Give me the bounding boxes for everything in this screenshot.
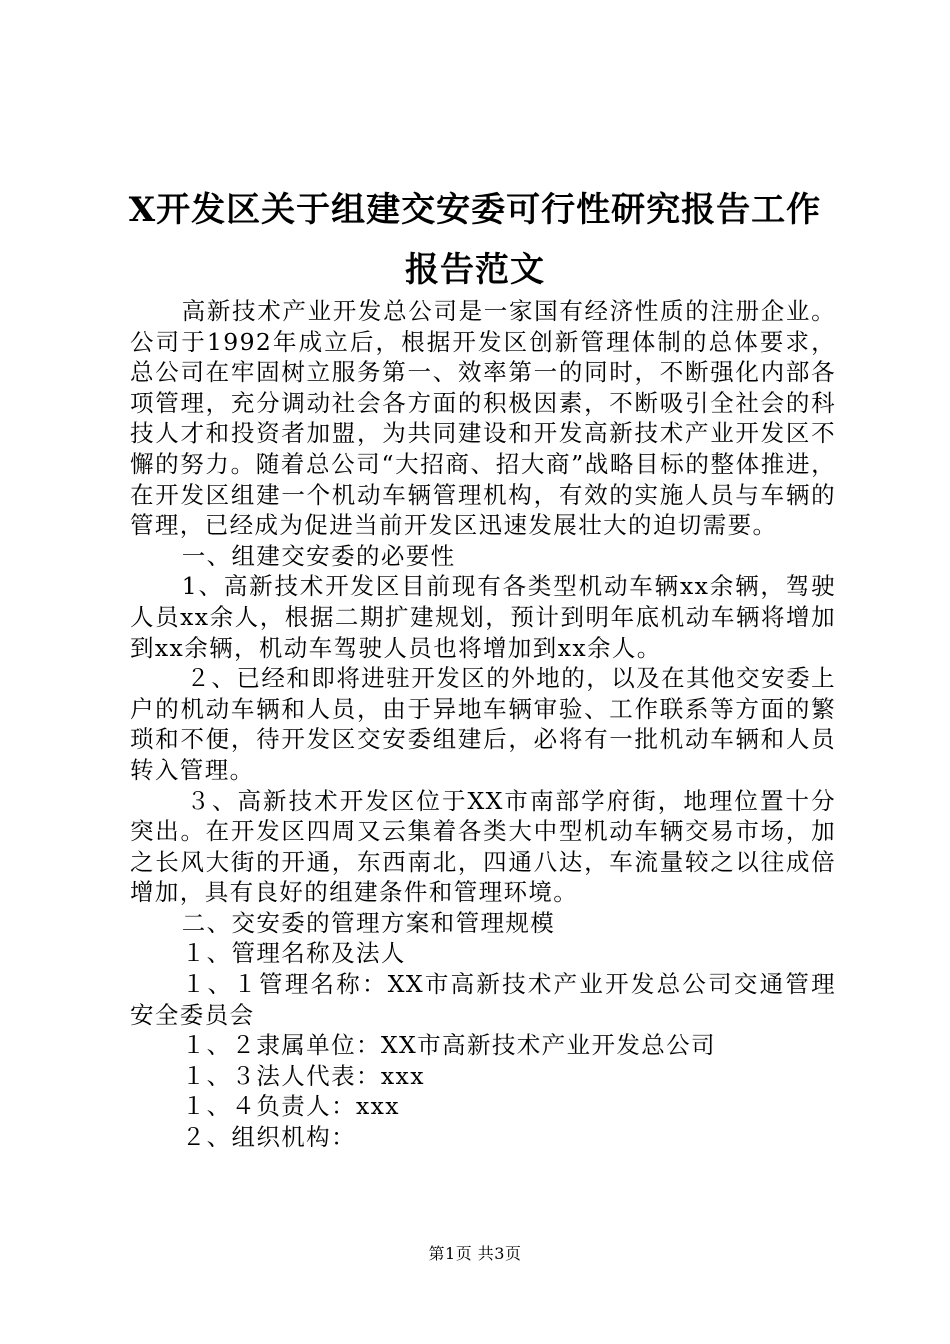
paragraph-point-3: ３、高新技术开发区位于XX市南部学府街，地理位置十分突出。在开发区四周又云集着各类大中型机动车辆交易市场，加之长风大街的开通，东西南北，四通八达，车流量较之以往成倍增加，具有良好的组建条件和管理环境。 (130, 786, 836, 907)
section-heading-necessity: 一、组建交安委的必要性 (181, 541, 456, 570)
document-body (130, 296, 836, 1153)
item-management-name: １、１管理名称：XX市高新技术产业开发总公司交通管理安全委员会 (130, 970, 836, 1029)
item-affiliated-unit: １、２隶属单位：XX市高新技术产业开发总公司 (181, 1031, 716, 1060)
paragraph-point-2: ２、已经和即将进驻开发区的外地的，以及在其他交安委上户的机动车辆和人员，由于异地车辆审验、工作联系等方面的繁琐和不便，待开发区交安委组建后，必将有一批机动车辆和人员转入管理。 (130, 664, 836, 784)
document-title-line-1: X开发区关于组建交安委可行性研究报告工作 (128, 190, 822, 230)
subheading-organization: ２、组织机构： (181, 1123, 356, 1152)
section-heading-management-plan: 二、交安委的管理方案和管理规模 (181, 908, 556, 937)
item-person-in-charge: １、４负责人：xxx (181, 1092, 400, 1121)
intro-paragraph: 高新技术产业开发总公司是一家国有经济性质的注册企业。公司于1992年成立后，根据开发区创新管理体制的总体要求，总公司在牢固树立服务第一、效率第一的同时，不断强化内部各项管理，充分调动社会各方面的积极因素，不断吸引全社会的科技人才和投资者加盟，为共同建设和开发高新技术产业开发区不懈的努力。随着总公司“大招商、招大商”战略目标的整体推进，在开发区组建一个机动车辆管理机构，有效的实施人员与车辆的管理，已经成为促进当前开发区迅速发展壮大的迫切需要。 (130, 297, 836, 540)
item-legal-representative: １、３法人代表：xxx (181, 1061, 425, 1090)
paragraph-point-1: 1、高新技术开发区目前现有各类型机动车辆xx余辆，驾驶人员xx余人，根据二期扩建规划，预计到明年底机动车辆将增加到xx余辆，机动车驾驶人员也将增加到xx余人。 (130, 572, 836, 662)
document-title-line-2: 报告范文 (405, 250, 545, 290)
subheading-name-and-legal-person: １、管理名称及法人 (181, 939, 406, 968)
page-number-footer: 第1页 共3页 (428, 1244, 522, 1263)
